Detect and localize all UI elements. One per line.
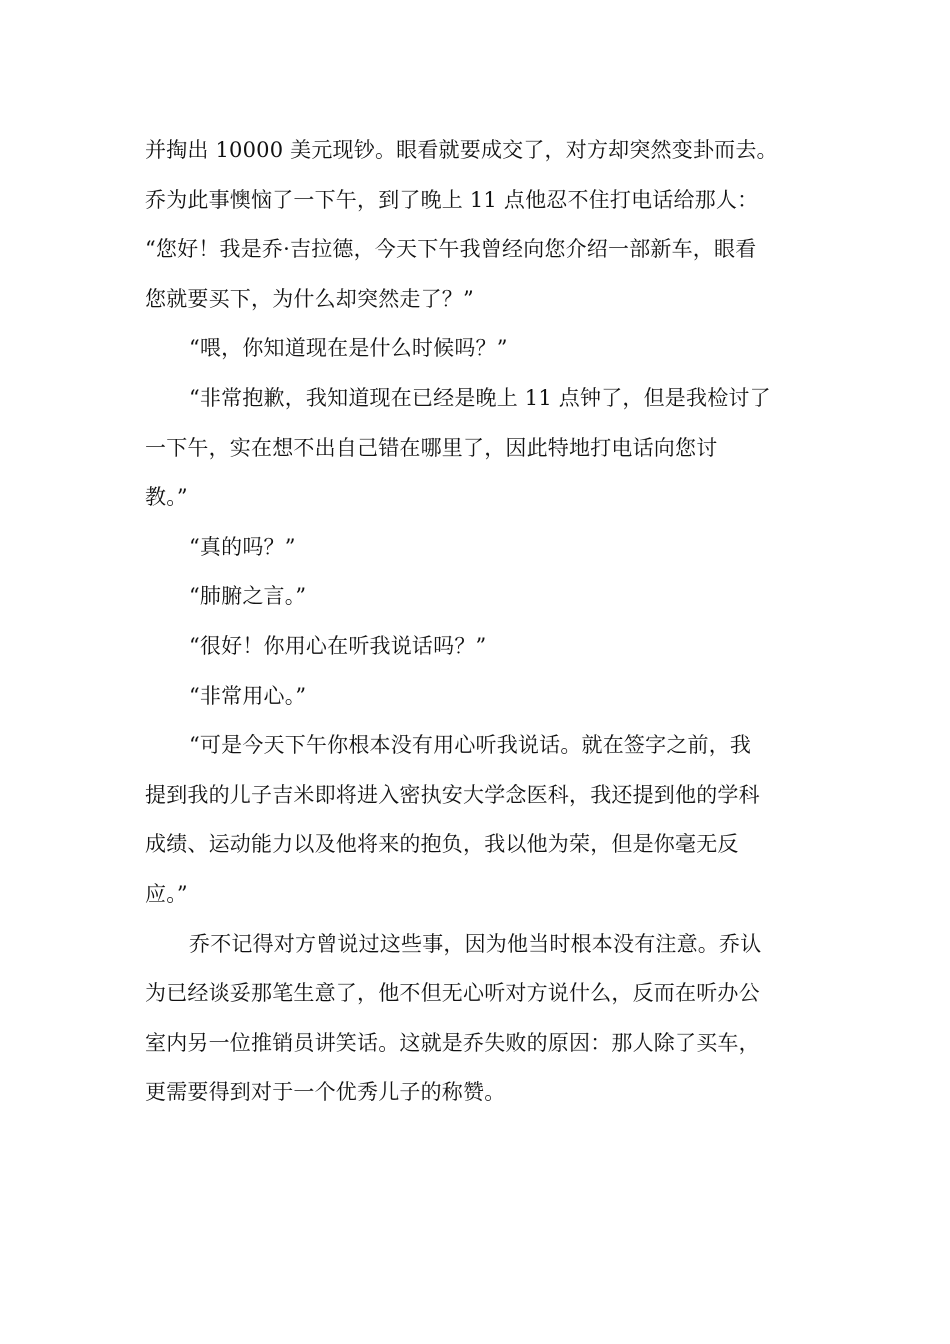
text-line: 一下午，实在想不出自己错在哪里了，因此特地打电话向您讨 [145, 435, 718, 460]
text-line: “非常抱歉，我知道现在已经是晚上 11 点钟了，但是我检讨了 [189, 385, 771, 410]
text-line: “很好！你用心在听我说话吗？” [189, 633, 487, 658]
text-line: 您就要买下，为什么却突然走了？” [145, 286, 474, 311]
text-line: 提到我的儿子吉米即将进入密执安大学念医科，我还提到他的学科 [145, 782, 760, 807]
text-line: “真的吗？” [189, 534, 296, 559]
text-line: 室内另一位推销员讲笑话。这就是乔失败的原因：那人除了买车， [145, 1030, 760, 1055]
text-line: “肺腑之言。” [189, 584, 307, 609]
text-line: “非常用心。” [189, 683, 307, 708]
body-text [145, 126, 807, 1118]
text-line: 成绩、运动能力以及他将来的抱负，我以他为荣，但是你毫无反 [145, 832, 739, 857]
text-line: 教。” [145, 485, 188, 510]
text-line: 应。” [145, 881, 188, 906]
text-line: “可是今天下午你根本没有用心听我说话。就在签字之前，我 [189, 733, 752, 758]
text-line: “您好！我是乔·吉拉德，今天下午我曾经向您介绍一部新车，眼看 [145, 237, 757, 262]
text-line: 乔不记得对方曾说过这些事，因为他当时根本没有注意。乔认 [189, 931, 762, 956]
text-line: 为已经谈妥那笔生意了，他不但无心听对方说什么，反而在听办公 [145, 981, 760, 1006]
text-line: 并掏出 10000 美元现钞。眼看就要成交了，对方却突然变卦而去。 [145, 138, 778, 162]
text-line: 乔为此事懊恼了一下午，到了晚上 11 点他忍不住打电话给那人： [145, 187, 759, 212]
text-line: 更需要得到对于一个优秀儿子的称赞。 [145, 1080, 506, 1105]
text-line: “喂，你知道现在是什么时候吗？” [189, 336, 508, 361]
